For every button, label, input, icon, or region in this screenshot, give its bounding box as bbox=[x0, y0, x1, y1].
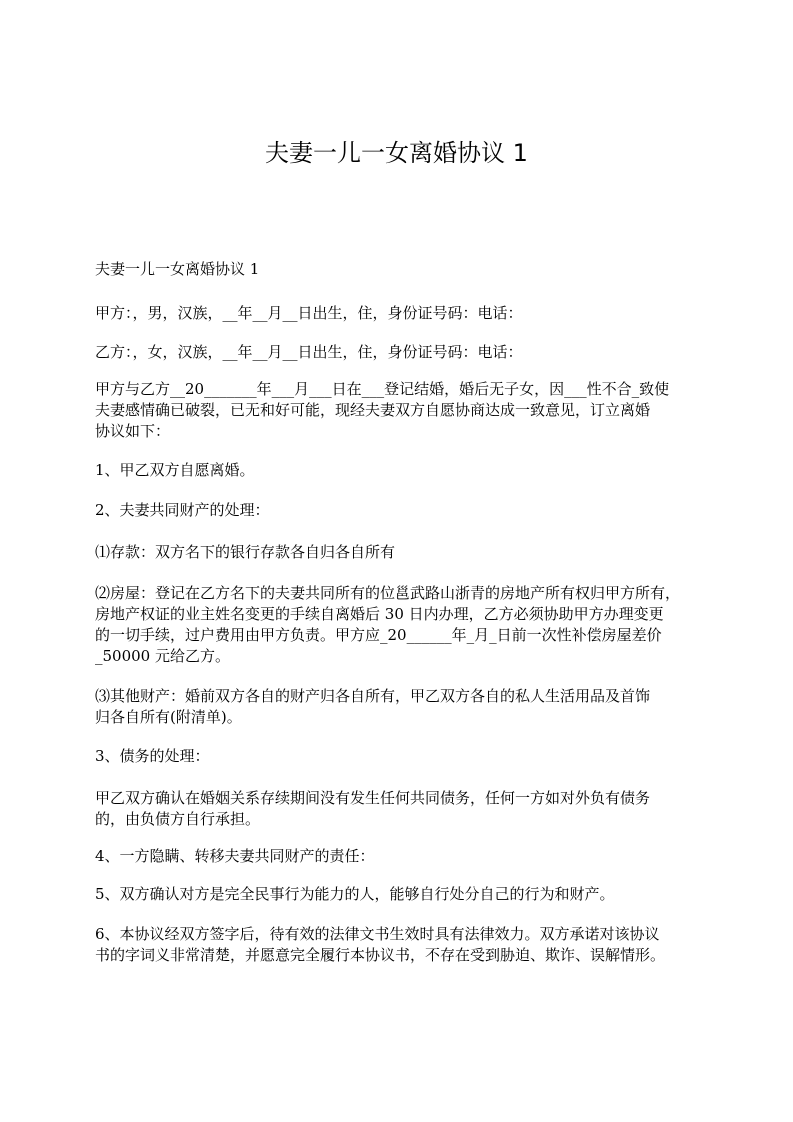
other-property-paragraph bbox=[95, 686, 715, 728]
line: 归各自所有(附清单)。 bbox=[95, 708, 242, 726]
clause-1-paragraph bbox=[95, 460, 715, 481]
line: 3、债务的处理： bbox=[95, 747, 210, 765]
line: 房地产权证的业主姓名变更的手续自离婚后 30 日内办理，乙方必须协助甲方办理变更 bbox=[95, 605, 664, 623]
line: ⑴存款：双方名下的银行存款各自归各自所有 bbox=[95, 543, 396, 561]
line: 5、双方确认对方是完全民事行为能力的人，能够自行处分自己的行为和财产。 bbox=[95, 885, 615, 903]
clause-3-paragraph bbox=[95, 746, 715, 767]
deposit-paragraph bbox=[95, 542, 715, 563]
line: 夫妻感情确已破裂，已无和好可能，现经夫妻双方自愿协商达成一致意见，订立离婚 bbox=[95, 401, 651, 419]
clause-2-paragraph bbox=[95, 500, 715, 521]
document-title: 夫妻一儿一女离婚协议 1 bbox=[265, 139, 528, 167]
marriage-paragraph bbox=[95, 379, 715, 442]
line: 甲方：，男，汉族，__年__月__日出生，住，身份证号码：电话： bbox=[95, 304, 523, 322]
line: 夫妻一儿一女离婚协议 1 bbox=[95, 260, 260, 278]
house-paragraph bbox=[95, 583, 715, 667]
line: 2、夫妻共同财产的处理： bbox=[95, 501, 270, 519]
line: 甲乙双方确认在婚姻关系存续期间没有发生任何共同债务，任何一方如对外负有债务 bbox=[95, 789, 651, 807]
party-b-paragraph bbox=[95, 342, 715, 363]
line: 书的字词义非常清楚，并愿意完全履行本协议书，不存在受到胁迫、欺诈、误解情形。 bbox=[95, 946, 666, 964]
line: 乙方：，女，汉族，__年__月__日出生，住，身份证号码：电话： bbox=[95, 343, 523, 361]
line: 协议如下： bbox=[95, 422, 171, 440]
line: 4、一方隐瞒、转移夫妻共同财产的责任： bbox=[95, 847, 375, 865]
line: ⑵房屋：登记在乙方名下的夫妻共同所有的位邕武路山浙青的房地产所有权归甲方所有， bbox=[95, 584, 681, 602]
debt-paragraph bbox=[95, 788, 715, 830]
clause-5-paragraph bbox=[95, 884, 715, 905]
party-a-paragraph bbox=[95, 303, 715, 324]
line: _50000 元给乙方。 bbox=[95, 647, 230, 665]
line: 1、甲乙双方自愿离婚。 bbox=[95, 461, 255, 479]
line: 的一切手续，过户费用由甲方负责。甲方应_20______年_月_日前一次性补偿房屋差价 bbox=[95, 626, 662, 644]
line: 甲方与乙方__20_______年___月___日在___登记结婚，婚后无子女，因___性不合_致使 bbox=[95, 380, 670, 398]
clause-4-paragraph bbox=[95, 846, 715, 867]
line: 的，由负债方自行承担。 bbox=[95, 810, 261, 828]
subtitle-paragraph bbox=[95, 259, 715, 280]
clause-6-paragraph bbox=[95, 924, 715, 966]
line: 6、本协议经双方签字后，待有效的法律文书生效时具有法律效力。双方承诺对该协议 bbox=[95, 925, 660, 943]
line: ⑶其他财产：婚前双方各自的财产归各自所有，甲乙双方各自的私人生活用品及首饰 bbox=[95, 687, 651, 705]
